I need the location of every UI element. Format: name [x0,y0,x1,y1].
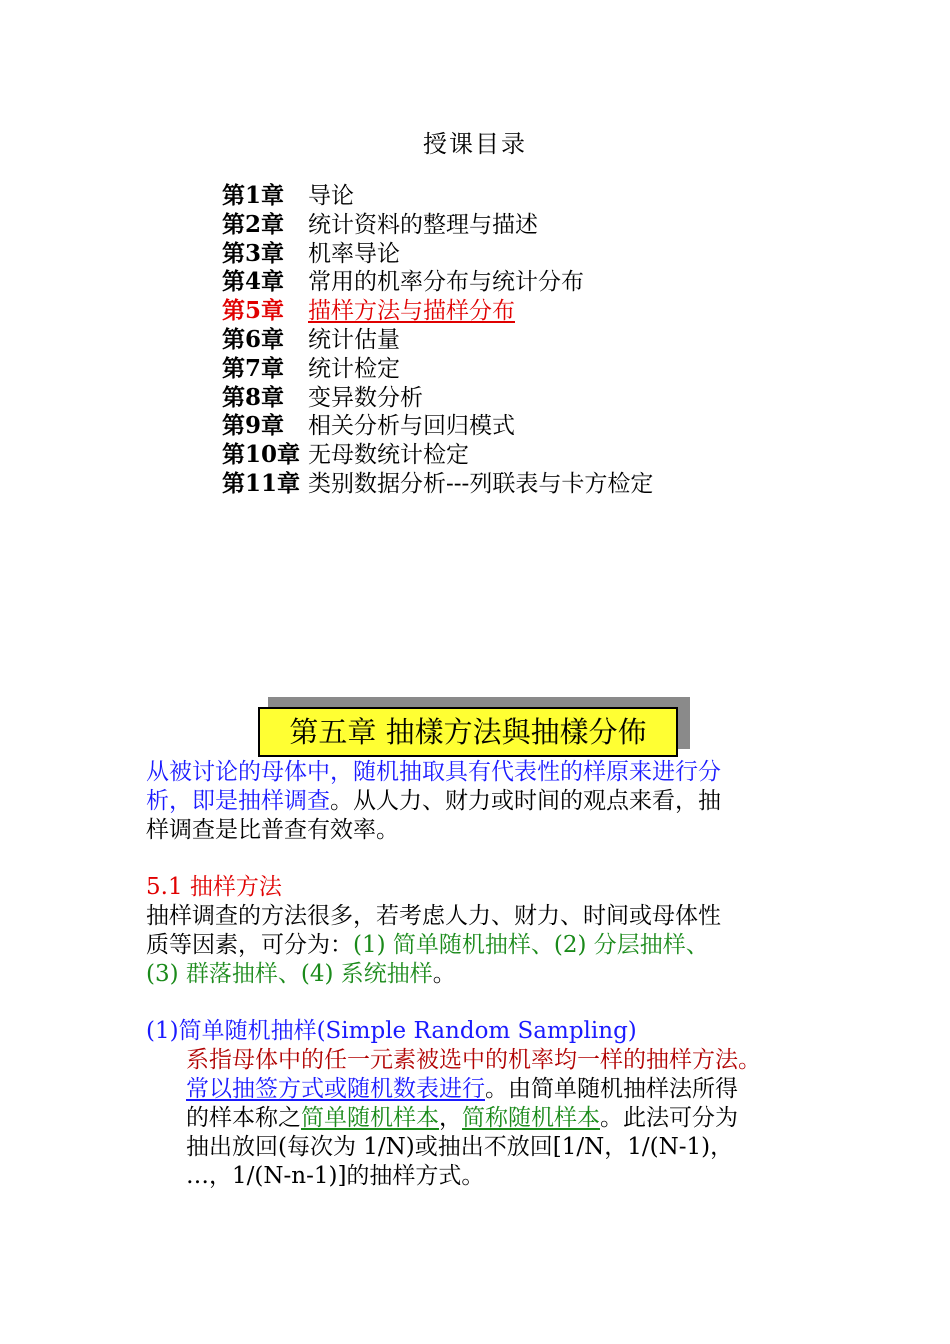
intro-line-2: 析，即是抽样调查。从人力、财力或时间的观点来看，抽 [146,788,721,814]
toc-item[interactable] [222,182,653,211]
chapter-number: 第5章 [222,297,285,325]
intro-line-1: 从被讨论的母体中，随机抽取具有代表性的样原来进行分 [146,759,721,785]
srs-heading: (1)简单随机抽样(Simple Random Sampling) [146,1018,637,1044]
toc-item[interactable] [222,240,653,269]
chapter-title: 导论 [308,183,354,209]
chapter-number: 第9章 [222,412,285,440]
chapter-title: 统计估量 [308,326,400,353]
toc-item[interactable] [222,470,653,499]
chapter-title: 相关分析与回归模式 [308,413,515,440]
chapter-title-link[interactable]: 描样方法与描样分布 [308,298,515,325]
section-5-1 [146,873,721,989]
chapter-title: 统计检定 [308,355,400,382]
toc-item[interactable] [222,412,653,441]
toc-list [222,182,653,499]
chapter-title: 类别数据分析---列联表与卡方检定 [308,470,654,497]
chapter-title: 常用的机率分布与统计分布 [308,269,584,296]
chapter-number: 第10章 [222,441,301,469]
chapter-number: 第1章 [222,182,285,209]
banner-title: 第五章 抽樣方法與抽樣分佈 [258,707,678,757]
chapter-number: 第7章 [222,354,285,382]
toc-item[interactable] [222,268,653,297]
toc-item[interactable] [222,355,653,384]
chapter-number: 第8章 [222,383,285,411]
toc-item[interactable] [222,211,653,240]
chapter-title: 统计资料的整理与描述 [308,211,538,238]
section-line-3: (3) 群落抽样、(4) 系统抽样。 [146,961,456,987]
toc-title: 授课目录 [423,130,527,158]
chapter-title: 变异数分析 [308,384,423,411]
chapter-number: 第2章 [222,210,285,238]
intro-paragraph [146,758,721,845]
toc-item[interactable] [222,441,653,470]
chapter-number: 第11章 [222,469,301,497]
srs-line-3: 的样本称之简单随机样本，简称随机样本。此法可分为 [186,1105,738,1131]
srs-line-5: …，1/(N-n-1)]的抽样方式。 [186,1163,485,1189]
section-line-1: 抽样调查的方法很多，若考虑人力、财力、时间或母体性 [146,903,721,929]
chapter-title: 机率导论 [308,240,400,267]
chapter-number: 第6章 [222,325,285,353]
srs-body [146,1046,761,1191]
srs-line-4: 抽出放回(每次为 1/N)或抽出不放回[1/N，1/(N-1)， [186,1134,734,1160]
toc-item-active[interactable] [222,297,653,326]
intro-line-3: 样调查是比普查有效率。 [146,817,399,843]
srs-section [146,1017,761,1191]
chapter-title: 无母数统计检定 [308,442,469,469]
toc-item[interactable] [222,326,653,355]
toc-item[interactable] [222,384,653,413]
srs-line-2: 常以抽签方式或随机数表进行。由简单随机抽样法所得 [186,1076,738,1102]
chapter-number: 第3章 [222,239,285,267]
chapter-banner [258,697,690,761]
section-heading: 5.1 抽样方法 [146,874,282,900]
srs-definition: 系指母体中的任一元素被选中的机率均一样的抽样方法。 [186,1047,761,1073]
section-line-2: 质等因素，可分为：(1) 简单随机抽样、(2) 分层抽样、 [146,932,709,958]
chapter-number: 第4章 [222,268,285,296]
